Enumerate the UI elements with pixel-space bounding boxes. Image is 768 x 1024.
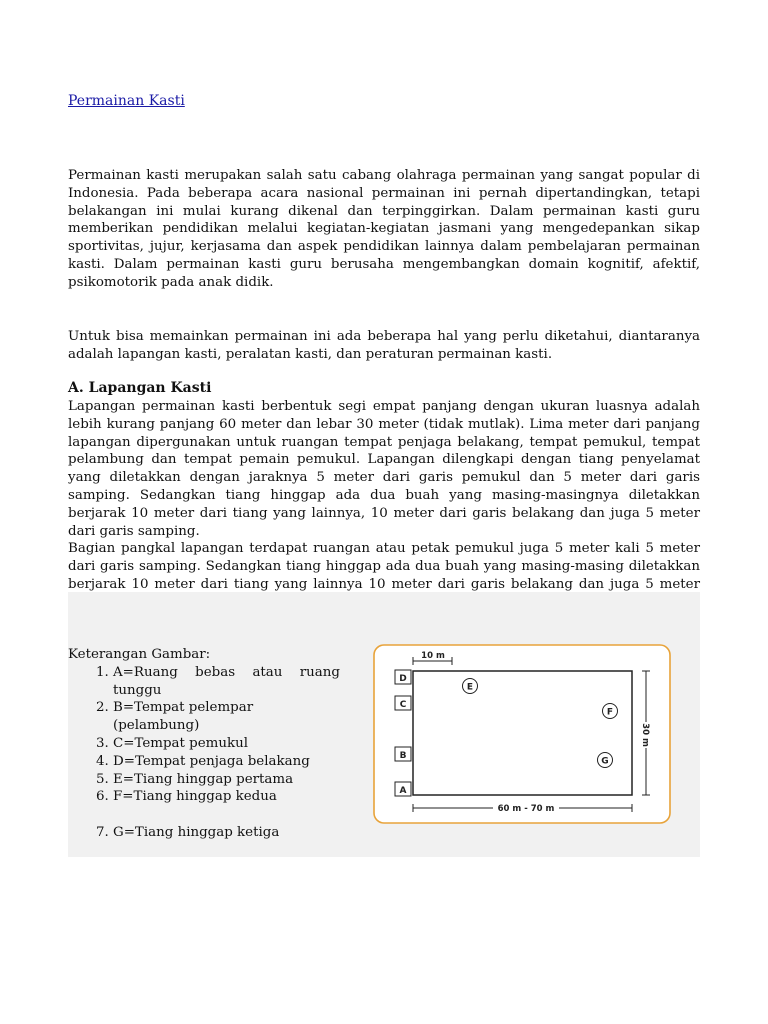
- post-g: [598, 753, 613, 768]
- box-c-label: C: [399, 700, 407, 710]
- post-e-label: E: [466, 682, 474, 693]
- section-heading: A. Lapangan Kasti: [68, 380, 212, 396]
- post-f: [603, 704, 618, 719]
- legend-item-a: [113, 664, 340, 700]
- legend-item-f: 6. F=Tiang hinggap kedua: [113, 788, 340, 806]
- post-f-label: F: [606, 707, 614, 718]
- legend-list: [68, 664, 340, 842]
- legend-item-a-line1: 1. A=Ruang bebas atau ruang: [113, 664, 340, 680]
- figure-panel: [68, 592, 700, 857]
- field-paragraph-2: Bagian pangkal lapangan terdapat ruangan atau petak pemukul juga 5 meter kali 5 meter dari garis samping. Sedangkan tiang hinggap ada dua buah yang masing-masing diletakkan berjarak 10 meter dari tiang yang lainnya 10 meter dari garis belakang dan juga 5 meter: [68, 541, 700, 592]
- legend-item-g: 7. G=Tiang hinggap ketiga: [113, 824, 340, 842]
- legend: [68, 646, 340, 842]
- legend-item-c: 3. C=Tempat pemukul: [113, 735, 340, 753]
- box-b-label: B: [399, 751, 407, 761]
- page-title-link[interactable]: Permainan Kasti: [68, 93, 185, 109]
- kasti-field-diagram: [373, 644, 673, 827]
- legend-item-a-line2: tunggu: [113, 682, 162, 698]
- box-a: [395, 782, 411, 796]
- legend-item-d: 4. D=Tempat penjaga belakang: [113, 753, 340, 771]
- side-measure-label: 30 m: [640, 723, 650, 747]
- intro-paragraph: Permainan kasti merupakan salah satu cabang olahraga permainan yang sangat popular di Indonesia. Pada beberapa acara nasional permainan ini pernah dipertandingkan, tetapi belakangan ini mulai kurang dikenal dan terpinggirkan. Dalam permainan kasti guru memberikan pendidikan melalui kegiatan-kegiatan jasmani yang mengedepankan sikap sportivitas, jujur, kerjasama dan aspek pendidikan lainnya dalam pembelajaran permainan kasti. Dalam permainan kasti guru berusaha mengembangkan domain kognitif, afektif, psikomotorik pada anak didik.: [68, 168, 700, 290]
- requirements-paragraph: Untuk bisa memainkan permainan ini ada beberapa hal yang perlu diketahui, diantaranya adalah lapangan kasti, peralatan kasti, dan peraturan permainan kasti.: [68, 329, 700, 362]
- box-d-label: D: [399, 674, 407, 684]
- legend-item-e: 5. E=Tiang hinggap pertama: [113, 771, 340, 789]
- box-c: [395, 696, 411, 710]
- box-a-label: A: [399, 786, 407, 796]
- legend-item-b: 2. B=Tempat pelempar (pelambung): [113, 699, 340, 735]
- field-paragraph-1: Lapangan permainan kasti berbentuk segi empat panjang dengan ukuran luasnya adalah lebih kurang panjang 60 meter dan lebar 30 meter (tidak mutlak). Lima meter dari panjang lapangan dipergunakan untuk ruangan tempat penjaga belakang, tempat pemukul, tempat pelambung dan tempat pemain pemukul. Lapangan dilengkapi dengan tiang penyelamat yang diletakkan dengan jaraknya 5 meter dari garis pemukul dan 5 meter dari garis samping. Sedangkan tiang hinggap ada dua buah yang masing-masingnya diletakkan berjarak 10 meter dari tiang yang lainnya, 10 meter dari garis belakang dan juga 5 meter dari garis samping.: [68, 399, 700, 539]
- box-b: [395, 747, 411, 761]
- legend-heading: Keterangan Gambar:: [68, 647, 211, 662]
- top-measure-label: 10 m: [421, 651, 445, 661]
- bottom-measure-label: 60 m - 70 m: [497, 804, 555, 814]
- field-description: [68, 398, 700, 612]
- box-d: [395, 670, 411, 684]
- post-e: [463, 679, 478, 694]
- post-g-label: G: [601, 756, 609, 767]
